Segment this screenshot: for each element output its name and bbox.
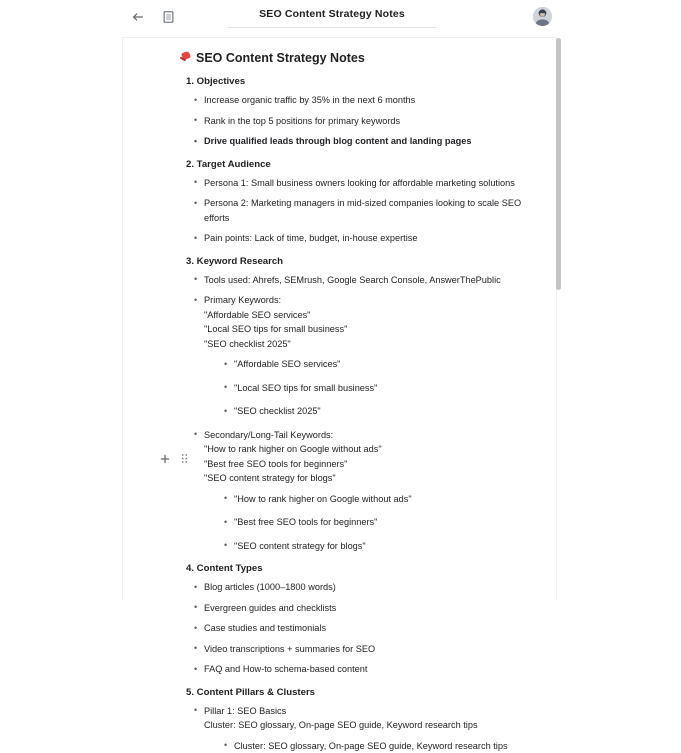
nested-bullet-list (180, 357, 534, 419)
list-item[interactable]: • Evergreen guides and checklists (194, 601, 534, 616)
list-item[interactable]: • Persona 1: Small business owners looking for affordable marketing solutions (194, 176, 534, 191)
section-bullet-list (180, 580, 534, 677)
list-item-line: "Affordable SEO services" (204, 308, 534, 323)
block-gutter-controls (159, 453, 190, 464)
document-sheet[interactable] (122, 37, 557, 600)
list-item-line: "Best free SEO tools for beginners" (204, 457, 534, 472)
list-item-line: Cluster: SEO glossary, On-page SEO guide, Keyword research tips (204, 718, 534, 733)
section-bullet-list (180, 93, 534, 149)
list-item-line: "Local SEO tips for small business" (204, 322, 534, 337)
top-bar-left-controls (130, 9, 176, 25)
drag-handle-icon[interactable] (179, 453, 190, 464)
list-item-line: "SEO checklist 2025" (204, 337, 534, 352)
top-bar (0, 0, 681, 34)
vertical-scrollbar[interactable] (556, 38, 561, 600)
list-item-line: "SEO content strategy for blogs" (204, 471, 534, 486)
page-title: SEO Content Strategy Notes (228, 7, 436, 21)
section-bullet-list (180, 293, 534, 351)
list-item[interactable]: • Blog articles (1000–1800 words) (194, 580, 534, 595)
section-heading: 5. Content Pillars & Clusters (186, 686, 534, 699)
vertical-scrollbar-thumb[interactable] (556, 38, 561, 290)
section-bullet-list (180, 176, 534, 246)
section-heading: 1. Objectives (186, 75, 534, 88)
nested-bullet-list (180, 739, 534, 753)
title-underline (228, 27, 436, 28)
list-item[interactable]: • Drive qualified leads through blog content and landing pages (194, 134, 534, 149)
list-item[interactable]: • Tools used: Ahrefs, SEMrush, Google Search Console, AnswerThePublic (194, 273, 534, 288)
list-item[interactable]: • Pain points: Lack of time, budget, in-house expertise (194, 231, 534, 246)
nested-list-item[interactable]: • "SEO checklist 2025" (224, 404, 534, 419)
nested-list-item[interactable]: • Cluster: SEO glossary, On-page SEO guide, Keyword research tips (224, 739, 534, 753)
nested-list-item[interactable]: • "Local SEO tips for small business" (224, 381, 534, 396)
section-heading: 4. Content Types (186, 562, 534, 575)
list-item-line: • Secondary/Long-Tail Keywords: (204, 428, 534, 443)
section-bullet-list (180, 704, 534, 733)
document-heading-text: SEO Content Strategy Notes (196, 50, 365, 66)
section-bullet-list (180, 273, 534, 288)
list-item-line: • Primary Keywords: (204, 293, 534, 308)
list-item[interactable]: • Case studies and testimonials (194, 621, 534, 636)
list-item[interactable]: • FAQ and How-to schema-based content (194, 662, 534, 677)
section-heading: 3. Keyword Research (186, 255, 534, 268)
list-item-line: • Pillar 1: SEO Basics (204, 704, 534, 719)
list-item[interactable]: • Rank in the top 5 positions for primary keywords (194, 114, 534, 129)
document-icon[interactable] (160, 9, 176, 25)
section-bullet-list (180, 428, 534, 486)
list-item[interactable] (194, 293, 534, 351)
document-sections (180, 75, 534, 753)
pushpin-icon (180, 52, 191, 64)
nested-list-item[interactable]: • "Affordable SEO services" (224, 357, 534, 372)
list-item[interactable]: • Persona 2: Marketing managers in mid-sized companies looking to scale SEO efforts (194, 196, 534, 225)
list-item-line: "How to rank higher on Google without ads" (204, 442, 534, 457)
nested-list-item[interactable]: • "How to rank higher on Google without ads" (224, 492, 534, 507)
section-heading: 2. Target Audience (186, 158, 534, 171)
list-item[interactable]: • Video transcriptions + summaries for SEO (194, 642, 534, 657)
back-arrow-icon[interactable] (130, 9, 146, 25)
avatar[interactable] (533, 7, 552, 26)
nested-list-item[interactable]: • "Best free SEO tools for beginners" (224, 515, 534, 530)
nested-bullet-list (180, 492, 534, 554)
avatar-image (533, 7, 552, 26)
list-item[interactable] (194, 428, 534, 486)
plus-icon[interactable] (159, 453, 170, 464)
list-item[interactable]: • Increase organic traffic by 35% in the next 6 months (194, 93, 534, 108)
list-item[interactable] (194, 704, 534, 733)
document-heading (180, 50, 534, 66)
nested-list-item[interactable]: • "SEO content strategy for blogs" (224, 539, 534, 554)
document-title-field[interactable] (228, 7, 436, 28)
document-body[interactable] (123, 38, 556, 753)
